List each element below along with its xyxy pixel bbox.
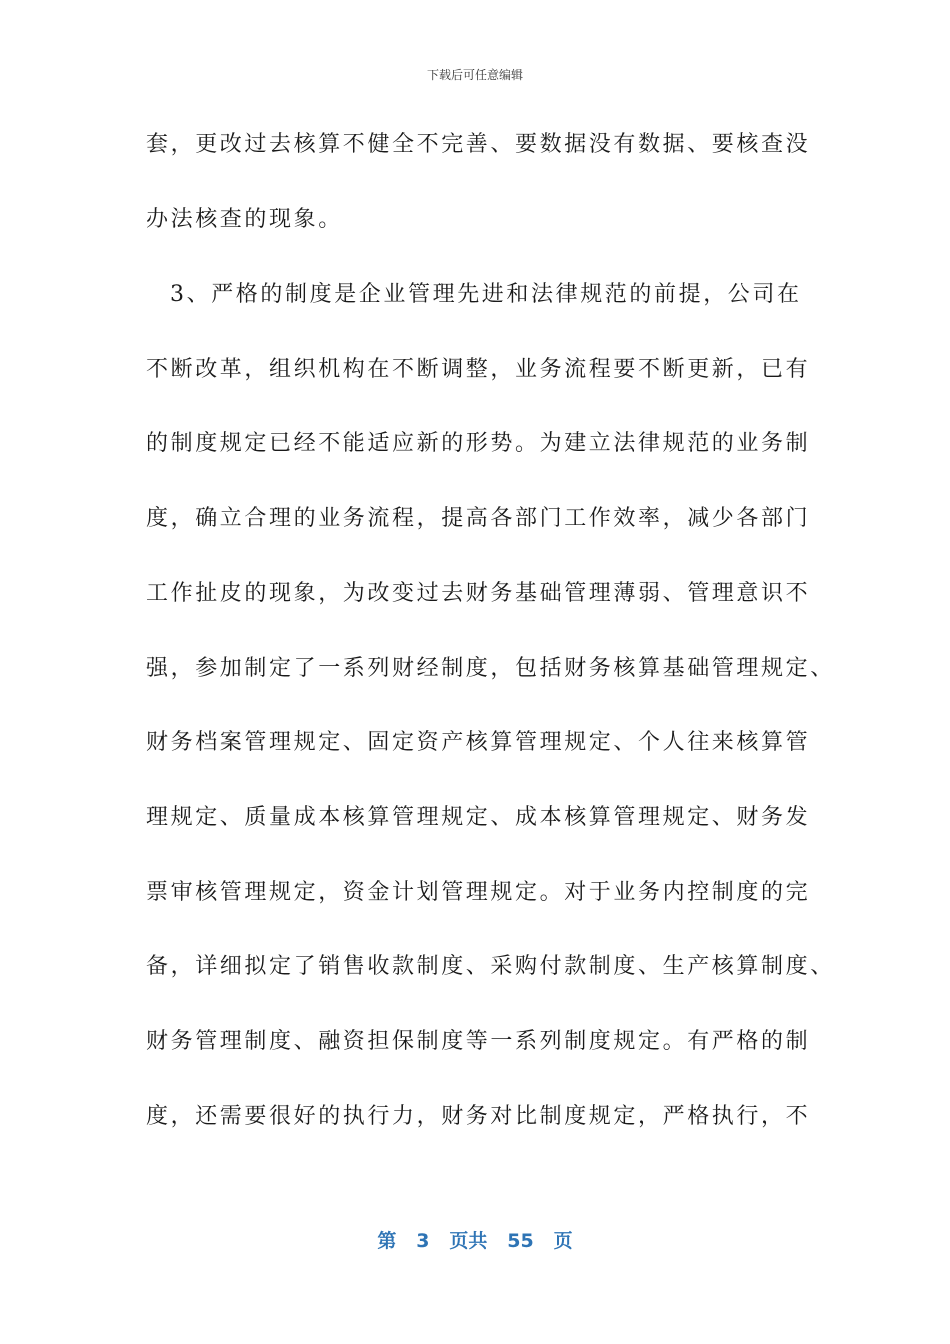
body-line: 的制度规定已经不能适应新的形势。为建立法律规范的业务制 xyxy=(146,431,811,456)
page-header-note: 下载后可任意编辑 xyxy=(426,68,523,82)
footer-suffix: 页 xyxy=(553,1230,573,1252)
body-line: 强，参加制定了一系列财经制度，包括财务核算基础管理规定、 xyxy=(146,656,835,681)
body-line: 度，确立合理的业务流程，提高各部门工作效率，减少各部门 xyxy=(146,506,811,531)
body-line: 3、严格的制度是企业管理先进和法律规范的前提，公司在 xyxy=(170,282,802,307)
body-line: 理规定、质量成本核算管理规定、成本核算管理规定、财务发 xyxy=(146,805,811,830)
footer-prefix: 第 xyxy=(377,1230,397,1252)
body-line: 备，详细拟定了销售收款制度、采购付款制度、生产核算制度、 xyxy=(146,954,835,979)
body-line: 度，还需要很好的执行力，财务对比制度规定，严格执行，不 xyxy=(146,1104,811,1129)
footer-middle: 页共 xyxy=(449,1230,488,1252)
body-line: 票审核管理规定，资金计划管理规定。对于业务内控制度的完 xyxy=(146,880,811,905)
footer-total-pages: 55 xyxy=(507,1230,534,1252)
body-line: 工作扯皮的现象，为改变过去财务基础管理薄弱、管理意识不 xyxy=(146,581,811,606)
body-line: 办法核查的现象。 xyxy=(146,207,343,232)
footer-current-page: 3 xyxy=(416,1230,430,1252)
page-footer xyxy=(0,1226,950,1253)
body-line: 套，更改过去核算不健全不完善、要数据没有数据、要核查没 xyxy=(146,132,811,157)
body-line: 不断改革，组织机构在不断调整，业务流程要不断更新，已有 xyxy=(146,357,811,382)
body-line: 财务档案管理规定、固定资产核算管理规定、个人往来核算管 xyxy=(146,730,811,755)
body-line: 财务管理制度、融资担保制度等一系列制度规定。有严格的制 xyxy=(146,1029,811,1054)
